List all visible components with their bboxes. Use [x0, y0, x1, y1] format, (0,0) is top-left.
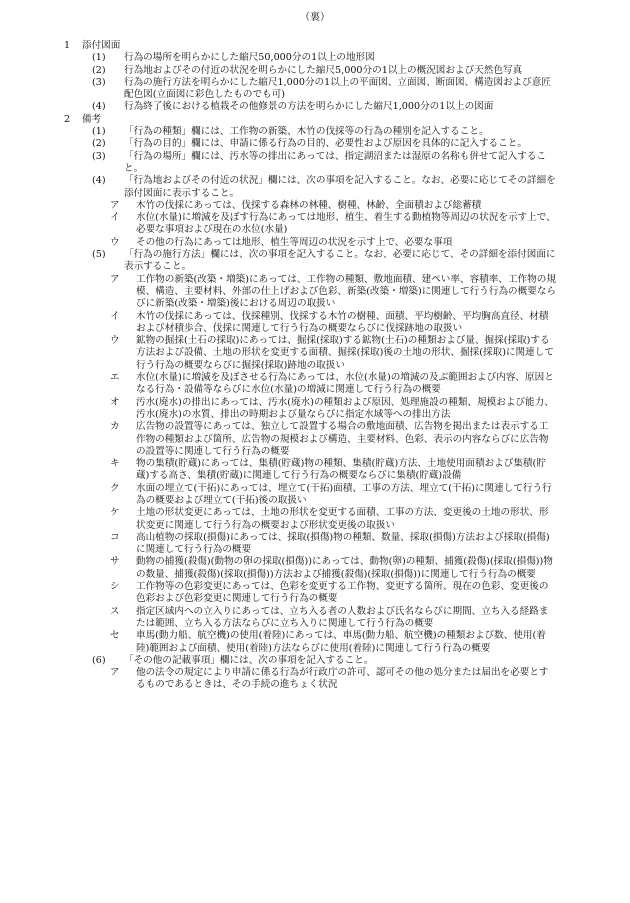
document-body — [0, 40, 630, 692]
item-number: (5) — [92, 249, 106, 261]
item-number: (6) — [92, 654, 106, 666]
sub-item-text: 他の法令の規定により申請に係る行為が行政庁の許可、認可その他の処分または届出を必要とするものであるときは、その手続の進ちょく状況 — [136, 667, 549, 691]
section — [0, 114, 630, 692]
sub-item-marker: ウ — [110, 236, 120, 248]
item-text: 行為地およびその付近の状況を明らかにした縮尺5,000分の1以上の概況図および天然色写真 — [124, 64, 523, 76]
sub-item — [0, 667, 594, 692]
sub-item-text: 広告物の設置等にあっては、独立して設置する場合の敷地面積、広告物を掲出または表示する工作物の種類および箇所、広告物の規模および構造、主要材料、色彩、表示の内容ならびに広告物の設置等に関連して行う行為の概要 — [136, 421, 549, 457]
sub-item-marker: ク — [110, 482, 120, 494]
list-item — [0, 138, 594, 150]
item-text: 「行為の目的」欄には、申請に係る行為の目的、必要性および原因を具体的に記入すること。 — [124, 138, 527, 150]
sub-item-marker: ケ — [110, 507, 120, 519]
sub-item-text: 高山植物の採取(損傷)にあっては、採取(損傷)物の種類、数量、採取(損傷)方法および採取(損傷)に関連して行う行為の概要 — [136, 531, 550, 556]
sub-item-marker: イ — [110, 310, 120, 322]
item-text: 行為の施行方法を明らかにした縮尺1,000分の1以上の平面図、立面図、断面図、構造図および意匠配色図(立面図に彩色したものでも可) — [124, 76, 551, 101]
sub-item — [0, 274, 594, 311]
item-text: 行為終了後における植栽その他修景の方法を明らかにした縮尺1,000分の1以上の図面 — [124, 101, 494, 113]
sub-item-text: 指定区域内への立入りにあっては、立ち入る者の人数および氏名ならびに期間、立ち入る経路または範囲、立ち入る方法ならびに立ち入りに関連して行う行為の概要 — [136, 605, 549, 629]
sub-item-text: 水位(水量)に増減を及ぼさせる行為にあっては、水位(水量)の増減の及ぶ範囲および内容、原因となる行為・設備等ならびに水位(水量)の増減に関連して行う行為の概要 — [136, 372, 554, 396]
sub-item-marker: コ — [110, 531, 120, 543]
sub-item — [0, 483, 594, 508]
sub-item-marker: セ — [110, 630, 120, 642]
item-number: (3) — [92, 150, 106, 162]
sub-item-marker: キ — [110, 458, 120, 470]
item-text: 「行為地およびその付近の状況」欄には、次の事項を記入すること。なお、必要に応じてその詳細を添付図面に表示すること。 — [124, 175, 556, 199]
item-number: (1) — [92, 126, 106, 138]
sub-item-marker: ウ — [110, 335, 120, 347]
sub-item — [0, 421, 594, 458]
sub-item — [0, 630, 594, 655]
sub-item-marker: ア — [110, 199, 120, 211]
sub-item — [0, 335, 594, 372]
sub-item-text: 木竹の伐採にあっては、伐採種別、伐採する木竹の樹種、面積、平均樹齢、平均胸高直径、材積および材積歩合、伐採に関連して行う行為の概要ならびに伐採跡地の取扱い — [136, 310, 549, 334]
section-number: 2 — [64, 113, 71, 125]
sub-item — [0, 237, 594, 249]
sub-item-text: その他の行為にあっては地形、植生等周辺の状況を示す上で、必要な事項 — [136, 236, 453, 248]
sub-item — [0, 311, 594, 336]
sub-item — [0, 532, 594, 557]
sub-item-text: 工作物の新築(改築・増築)にあっては、工作物の種類、敷地面積、建ぺい率、容積率、工作物の規模、構造、主要材料、外部の仕上げおよび色彩、新築(改築・増築)に関連して行う行為の概要ならびに新築(改築・増築)後における周辺の取扱い — [136, 273, 557, 310]
sub-item — [0, 581, 594, 606]
list-item — [0, 175, 594, 200]
sub-item-text: 水位(水量)に増減を及ぼす行為にあっては地形、植生、着生する動植物等周辺の状況を示す上で、必要な事項および現在の水位(水量) — [136, 212, 556, 236]
sub-item — [0, 212, 594, 237]
item-number: (3) — [92, 76, 106, 88]
item-number: (2) — [92, 138, 106, 150]
item-text: 「その他の記載事項」欄には、次の事項を記入すること。 — [124, 654, 374, 666]
item-text: 「行為の場所」欄には、汚水等の排出にあっては、指定湖沼または湿原の名称も併せて記入すること。 — [124, 150, 547, 174]
list-item — [0, 151, 594, 176]
sub-item-marker: ア — [110, 273, 120, 285]
sub-item-text: 車馬(動力船、航空機)の使用(着陸)にあっては、車馬(動力船、航空機)の種類および数、使用(着陸)範囲および面積、使用(着陸)方法ならびに使用(着陸)に関連して行う行為の概要 — [136, 630, 546, 654]
list-item — [0, 52, 594, 64]
section-number: 1 — [64, 40, 71, 51]
sub-item-marker: エ — [110, 372, 120, 384]
sub-item-text: 鉱物の掘採(土石の採取)にあっては、掘採(採取)する鉱物(土石)の種類および量、掘採(採取)する方法および設備、土地の形状を変更する面積、掘採(採取)後の土地の形状、掘採(採取)に関連して行う行為の概要ならびに掘採(採取)跡地の取扱い — [136, 335, 554, 371]
sub-item — [0, 458, 594, 483]
section-heading: 添付図面 — [82, 40, 121, 51]
item-number: (4) — [92, 101, 106, 113]
list-item — [0, 126, 594, 138]
item-text: 行為の場所を明らかにした縮尺50,000分の1以上の地形図 — [124, 52, 375, 64]
item-text: 「行為の種類」欄には、工作物の新築、木竹の伐採等の行為の種別を記入すること。 — [124, 126, 489, 138]
item-text: 「行為の施行方法」欄には、次の事項を記入すること。なお、必要に応じて、その詳細を添付図面に表示すること。 — [124, 249, 556, 273]
sub-item-marker: ア — [110, 667, 120, 679]
item-number: (1) — [92, 52, 106, 64]
sub-item — [0, 507, 594, 532]
section-heading: 備考 — [82, 113, 102, 125]
item-number: (2) — [92, 64, 106, 76]
list-item — [0, 77, 594, 102]
sub-item-text: 汚水(廃水)の排出にあっては、汚水(廃水)の種類および原因、処理施設の種類、規模および能力、汚水(廃水)の水質、排出の時期および量ならびに指定水域等への排出方法 — [136, 396, 554, 420]
sub-item — [0, 372, 594, 397]
sub-item-marker: カ — [110, 421, 120, 433]
sub-item-text: 動物の捕獲(殺傷)(動物の卵の採取(損傷))にあっては、動物(卵)の種類、捕獲(殺傷)(採取(損傷))物の数量、捕獲(殺傷)(採取(損傷))方法および捕獲(殺傷)(採取(損傷))に関連して行う行為の概要 — [136, 556, 553, 580]
sub-item-text: 物の集積(貯蔵)にあっては、集積(貯蔵)物の種類、集積(貯蔵)方法、土地使用面積および集積(貯蔵)する高さ、集積(貯蔵)に関連して行う行為の概要ならびに集積(貯蔵)設備 — [136, 458, 546, 482]
sub-item-text: 水面の埋立て(干拓)にあっては、埋立て(干拓)面積、工事の方法、埋立て(干拓)に関連して行う行為の概要および埋立て(干拓)後の取扱い — [136, 482, 552, 506]
sub-item-marker: ス — [110, 605, 120, 617]
sub-item-marker: イ — [110, 212, 120, 224]
list-item — [0, 65, 594, 77]
section — [0, 40, 630, 114]
sub-item-text: 工作物等の色彩変更にあっては、色彩を変更する工作物、変更する箇所、現在の色彩、変更後の色彩および色彩変更に関連して行う行為の概要 — [136, 581, 549, 605]
sub-item — [0, 556, 594, 581]
list-item — [0, 101, 594, 113]
item-number: (4) — [92, 175, 106, 187]
sub-item-marker: オ — [110, 396, 120, 408]
sub-item-text: 木竹の伐採にあっては、伐採する森林の林種、樹種、林齢、全面積および総蓄積 — [136, 199, 482, 211]
sub-item-marker: サ — [110, 556, 120, 568]
sub-item — [0, 397, 594, 422]
page-title: （裏） — [300, 12, 330, 23]
sub-item-marker: シ — [110, 581, 120, 593]
sub-item — [0, 200, 594, 212]
sub-item-text: 土地の形状変更にあっては、土地の形状を変更する面積、工事の方法、変更後の土地の形状、形状変更に関連して行う行為の概要および形状変更後の取扱い — [136, 507, 549, 531]
sub-item — [0, 606, 594, 631]
list-item — [0, 655, 594, 667]
list-item — [0, 249, 594, 274]
